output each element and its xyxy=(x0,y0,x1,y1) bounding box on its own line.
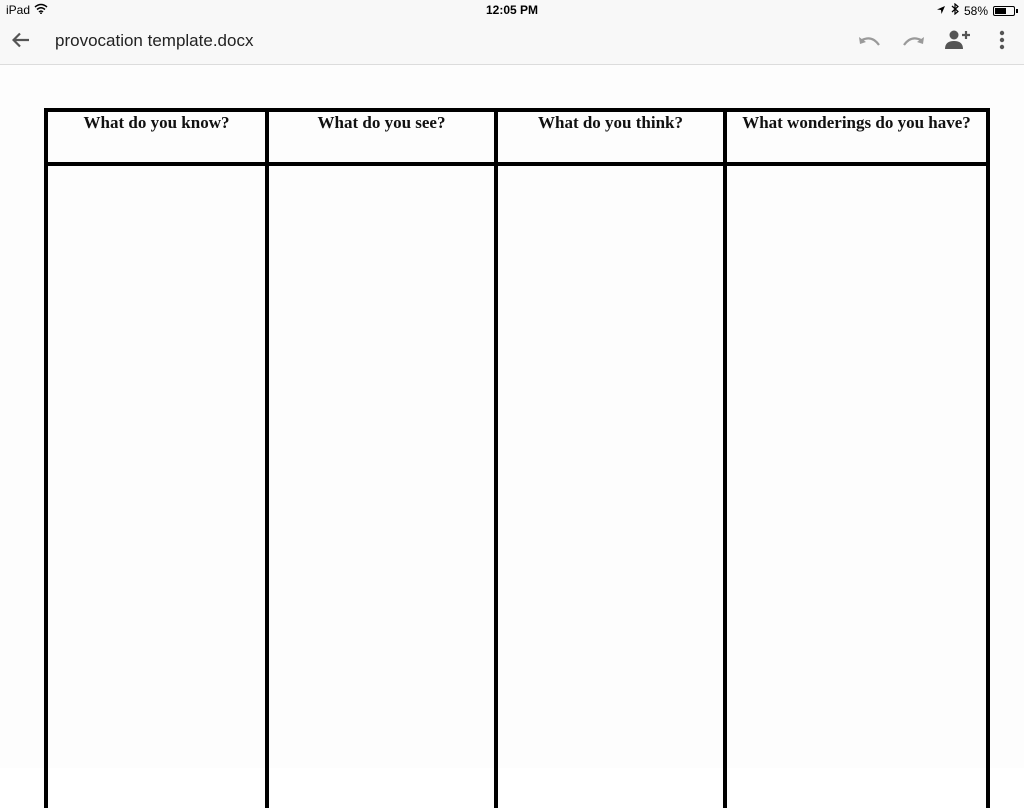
redo-button[interactable] xyxy=(900,28,928,56)
status-bar xyxy=(0,0,1024,20)
table-header-cell[interactable]: What do you know? xyxy=(46,110,267,164)
table-header-row xyxy=(46,110,988,164)
app-toolbar xyxy=(0,20,1024,65)
back-arrow-icon xyxy=(12,32,30,53)
table-header-cell[interactable]: What do you see? xyxy=(267,110,496,164)
share-button[interactable] xyxy=(944,28,972,56)
table-cell[interactable] xyxy=(496,164,725,808)
back-button[interactable] xyxy=(8,29,34,55)
battery-percent: 58% xyxy=(963,3,988,18)
document-title: provocation template.docx xyxy=(55,31,254,50)
undo-icon xyxy=(857,33,881,52)
location-icon xyxy=(936,4,946,18)
table-header-cell[interactable]: What do you think? xyxy=(496,110,725,164)
table-row xyxy=(46,164,988,808)
table-cell[interactable] xyxy=(725,164,988,808)
status-right xyxy=(936,3,1018,18)
battery-tip xyxy=(1016,9,1018,13)
document-table xyxy=(44,108,990,808)
undo-button[interactable] xyxy=(855,28,883,56)
more-vertical-icon xyxy=(999,30,1005,55)
add-person-icon xyxy=(945,29,971,56)
battery-icon xyxy=(993,6,1015,16)
table-cell[interactable] xyxy=(46,164,267,808)
more-options-button[interactable] xyxy=(988,28,1016,56)
table-cell[interactable] xyxy=(267,164,496,808)
device-name: iPad xyxy=(6,3,31,17)
table-header-cell[interactable]: What wonderings do you have? xyxy=(725,110,988,164)
bluetooth-icon xyxy=(951,3,959,18)
redo-icon xyxy=(902,33,926,52)
status-time: 12:05 PM xyxy=(485,3,539,17)
document-page[interactable] xyxy=(0,65,1024,768)
